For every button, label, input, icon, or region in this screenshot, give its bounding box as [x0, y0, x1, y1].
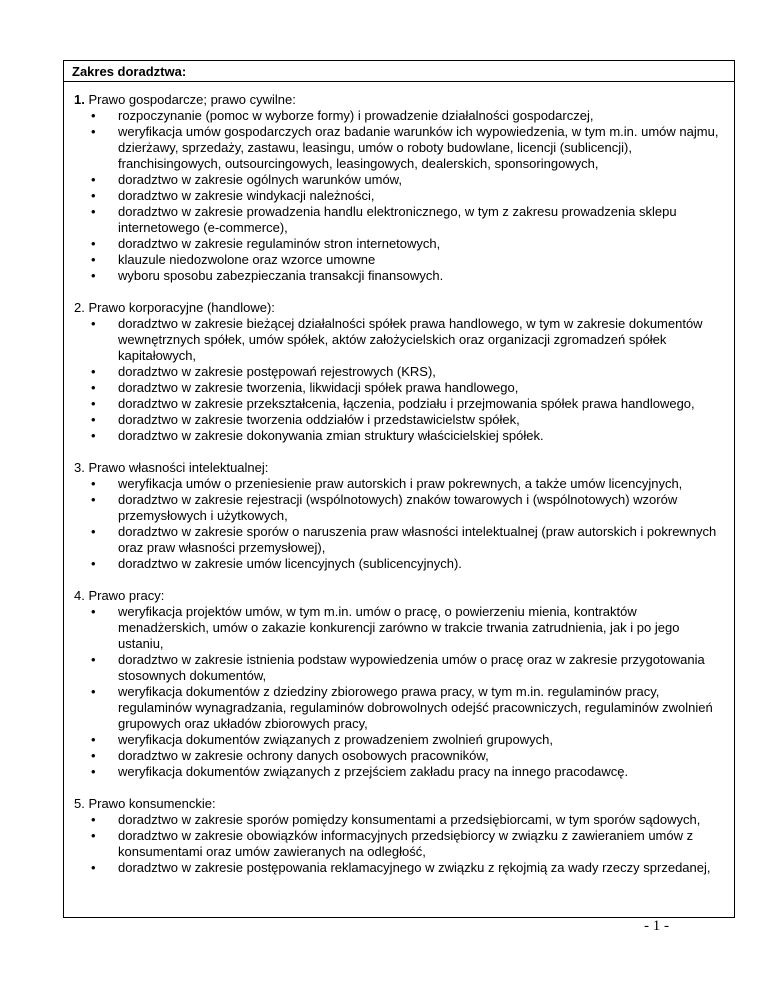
section-heading — [74, 460, 724, 476]
document-content — [64, 82, 734, 876]
section-number: 1. — [74, 92, 85, 107]
bullet-list — [74, 604, 724, 780]
list-item: • doradztwo w zakresie tworzenia oddziałów i przedstawicielstw spółek, — [118, 412, 724, 428]
bullet-list — [74, 316, 724, 444]
list-item: • doradztwo w zakresie obowiązków informacyjnych przedsiębiorcy w związku z zawieraniem umów z konsumentami oraz umów zawieranych na odległość, — [118, 828, 724, 860]
section-heading-text: Prawo konsumenckie: — [84, 796, 216, 811]
list-item: • doradztwo w zakresie prowadzenia handlu elektronicznego, w tym z zakresu prowadzenia sklepu internetowego (e-commerce), — [118, 204, 724, 236]
list-item: • wyboru sposobu zabezpieczania transakcji finansowych. — [118, 268, 724, 284]
list-item: • doradztwo w zakresie umów licencyjnych (sublicencyjnych). — [118, 556, 724, 572]
section-4 — [74, 588, 724, 780]
list-item: • weryfikacja umów o przeniesienie praw autorskich i praw pokrewnych, a także umów licencyjnych, — [118, 476, 724, 492]
list-item: • weryfikacja projektów umów, w tym m.in. umów o pracę, o powierzeniu mienia, kontraktów menadżerskich, umów o zakazie konkurencji zarówno w trakcie trwania zatrudnienia, jak i po jego ustaniu, — [118, 604, 724, 652]
list-item: • doradztwo w zakresie rejestracji (wspólnotowych) znaków towarowych i (wspólnotowych) wzorów przemysłowych i użytkowych, — [118, 492, 724, 524]
document-frame — [63, 60, 735, 918]
list-item: • rozpoczynanie (pomoc w wyborze formy) i prowadzenie działalności gospodarczej, — [118, 108, 724, 124]
list-item: • doradztwo w zakresie sporów o naruszenia praw własności intelektualnej (praw autorskich i pokrewnych oraz praw własności przemysłowej), — [118, 524, 724, 556]
list-item: • weryfikacja dokumentów związanych z przejściem zakładu pracy na innego pracodawcę. — [118, 764, 724, 780]
list-item: • doradztwo w zakresie dokonywania zmian struktury właścicielskiej spółek. — [118, 428, 724, 444]
list-item: • doradztwo w zakresie istnienia podstaw wypowiedzenia umów o pracę oraz w zakresie przygotowania stosownych dokumentów, — [118, 652, 724, 684]
list-item: • doradztwo w zakresie przekształcenia, łączenia, podziału i przejmowania spółek prawa handlowego, — [118, 396, 724, 412]
list-item: • doradztwo w zakresie windykacji należności, — [118, 188, 724, 204]
section-1 — [74, 92, 724, 284]
section-heading-text: Prawo korporacyjne (handlowe): — [84, 300, 275, 315]
bullet-list — [74, 476, 724, 572]
list-item: • doradztwo w zakresie tworzenia, likwidacji spółek prawa handlowego, — [118, 380, 724, 396]
list-item: • weryfikacja dokumentów z dziedziny zbiorowego prawa pracy, w tym m.in. regulaminów pracy, regulaminów wynagradzania, regulaminów dobrowolnych odejść pracowniczych, regulaminów zwolnień grupowych oraz układów zbiorowych pracy, — [118, 684, 724, 732]
section-3 — [74, 460, 724, 572]
section-heading — [74, 92, 724, 108]
list-item: • weryfikacja umów gospodarczych oraz badanie warunków ich wypowiedzenia, w tym m.in. umów najmu, dzierżawy, sprzedaży, zastawu, leasingu, umów o roboty budowlane, licencji (sublicencji), franchisingowych, outsourcingowych, leasingowych, dealerskich, sponsoringowych, — [118, 124, 724, 172]
page-number: - 1 - — [644, 918, 669, 934]
bullet-list — [74, 108, 724, 284]
section-5 — [74, 796, 724, 876]
list-item: • doradztwo w zakresie postępowań rejestrowych (KRS), — [118, 364, 724, 380]
section-number: 2. — [74, 300, 85, 315]
list-item: • doradztwo w zakresie bieżącej działalności spółek prawa handlowego, w tym w zakresie dokumentów wewnętrznych spółek, umów spółek, aktów założycielskich oraz organizacji zgromadzeń spółek kapitałowych, — [118, 316, 724, 364]
list-item: • weryfikacja dokumentów związanych z prowadzeniem zwolnień grupowych, — [118, 732, 724, 748]
bullet-list — [74, 812, 724, 876]
list-item: • doradztwo w zakresie postępowania reklamacyjnego w związku z rękojmią za wady rzeczy sprzedanej, — [118, 860, 724, 876]
section-heading-text: Prawo własności intelektualnej: — [84, 460, 269, 475]
section-number: 4. — [74, 588, 85, 603]
section-heading-text: Prawo gospodarcze; prawo cywilne: — [84, 92, 296, 107]
section-heading — [74, 588, 724, 604]
section-heading — [74, 796, 724, 812]
list-item: • doradztwo w zakresie ogólnych warunków umów, — [118, 172, 724, 188]
list-item: • klauzule niedozwolone oraz wzorce umowne — [118, 252, 724, 268]
section-number: 5. — [74, 796, 85, 811]
section-2 — [74, 300, 724, 444]
section-heading-text: Prawo pracy: — [84, 588, 165, 603]
list-item: • doradztwo w zakresie regulaminów stron internetowych, — [118, 236, 724, 252]
section-number: 3. — [74, 460, 85, 475]
section-title: Zakres doradztwa: — [64, 61, 734, 82]
section-heading — [74, 300, 724, 316]
list-item: • doradztwo w zakresie sporów pomiędzy konsumentami a przedsiębiorcami, w tym sporów sądowych, — [118, 812, 724, 828]
list-item: • doradztwo w zakresie ochrony danych osobowych pracowników, — [118, 748, 724, 764]
